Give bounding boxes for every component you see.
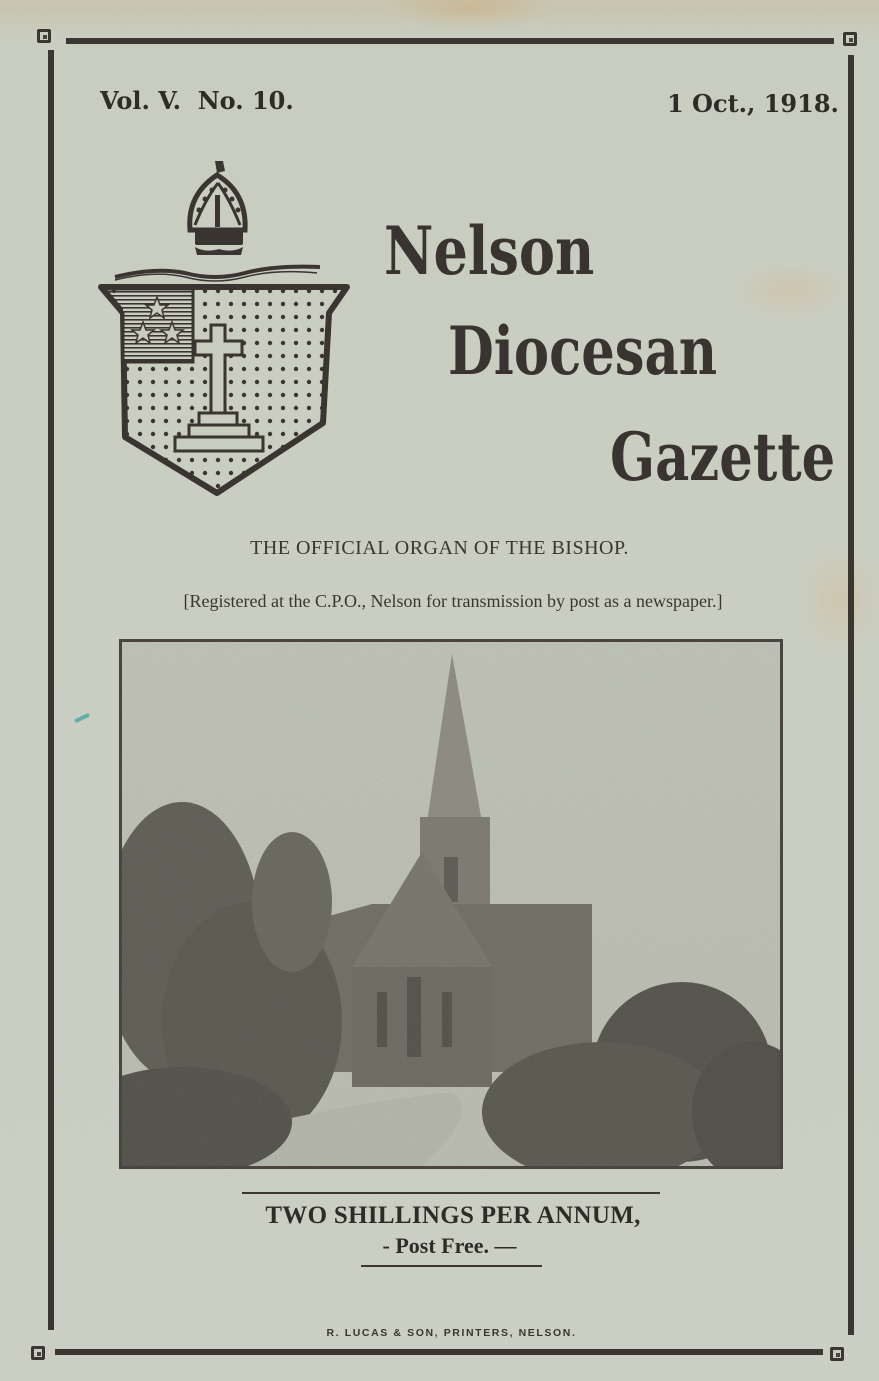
corner-ornament-top-right	[843, 32, 857, 46]
corner-ornament-bottom-right	[830, 1347, 844, 1361]
corner-ornament-bottom-left	[31, 1346, 45, 1360]
price-top-rule	[242, 1192, 660, 1194]
church-photo-illustration	[122, 642, 780, 1166]
title-line-nelson: Nelson	[384, 212, 595, 290]
issue-volume-number: Vol. V. No. 10.	[100, 86, 294, 115]
title-line-gazette: Gazette	[610, 418, 836, 496]
frame-right-rule	[848, 55, 854, 1335]
price-per-annum: TWO SHILLINGS PER ANNUM,	[265, 1202, 641, 1229]
mitre-and-shield-icon	[95, 155, 355, 500]
frame-left-rule	[48, 50, 54, 1330]
corner-ornament-top-left	[37, 29, 51, 43]
coat-of-arms-emblem	[95, 155, 355, 500]
subtitle-official-organ: THE OFFICIAL ORGAN OF THE BISHOP.	[250, 537, 629, 559]
title-line-diocesan: Diocesan	[448, 312, 718, 390]
printer-imprint: R. LUCAS & SON, PRINTERS, NELSON.	[326, 1327, 577, 1339]
frame-top-rule	[66, 38, 834, 44]
price-bottom-rule	[361, 1265, 542, 1267]
registration-note: [Registered at the C.P.O., Nelson for transmission by post as a newspaper.]	[183, 591, 723, 611]
ink-stain-mark	[74, 713, 90, 723]
issue-date: 1 Oct., 1918.	[667, 89, 839, 118]
price-post-free: - Post Free. —	[382, 1233, 517, 1258]
frame-bottom-rule	[55, 1349, 823, 1355]
cover-photo-church	[119, 639, 783, 1169]
